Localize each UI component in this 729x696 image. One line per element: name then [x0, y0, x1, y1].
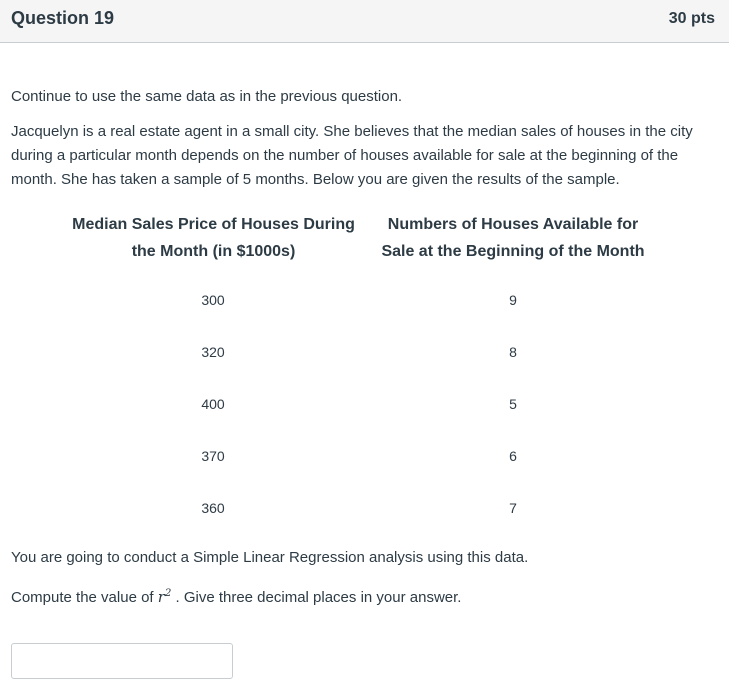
r-squared-symbol	[158, 588, 172, 606]
table-cell-houses: 6	[509, 448, 517, 464]
table-header-houses-line2: Sale at the Beginning of the Month	[381, 243, 645, 260]
table-cell-price: 400	[201, 396, 225, 412]
answer-input[interactable]	[11, 643, 233, 679]
table-cell-houses: 9	[509, 292, 517, 308]
table-header-houses	[366, 211, 660, 265]
table-cell-price: 300	[201, 292, 225, 308]
question-points: 30 pts	[668, 10, 715, 27]
compute-suffix: . Give three decimal places in your answer.	[175, 589, 462, 606]
regression-instruction: You are going to conduct a Simple Linear Regression analysis using this data.	[11, 549, 529, 566]
r-exponent: 2	[164, 588, 172, 599]
table-cell-price: 320	[201, 344, 225, 360]
compute-instruction	[11, 582, 711, 610]
question-title: Question 19	[11, 8, 115, 28]
compute-prefix: Compute the value of	[11, 589, 154, 606]
question-header	[0, 0, 729, 43]
table-cell-houses: 7	[509, 500, 517, 516]
table-header-price	[61, 211, 366, 265]
table-header-price-line2: the Month (in $1000s)	[131, 243, 296, 260]
table-cell-price: 370	[201, 448, 225, 464]
table-cell-houses: 8	[509, 344, 517, 360]
table-header-houses-line1: Numbers of Houses Available for	[387, 216, 639, 233]
intro-text: Continue to use the same data as in the previous question.	[11, 88, 403, 105]
table-cell-price: 360	[201, 500, 225, 516]
table-header-price-line1: Median Sales Price of Houses During	[72, 216, 355, 233]
table-cell-houses: 5	[509, 396, 517, 412]
r-symbol: r	[157, 588, 165, 606]
problem-description: Jacquelyn is a real estate agent in a small city. She believes that the median sales of houses in the city during a particular month depends on the number of houses available for sale at the beginning of the month. She has taken a sample of 5 months. Below you are given the results of the sample.	[11, 123, 693, 188]
